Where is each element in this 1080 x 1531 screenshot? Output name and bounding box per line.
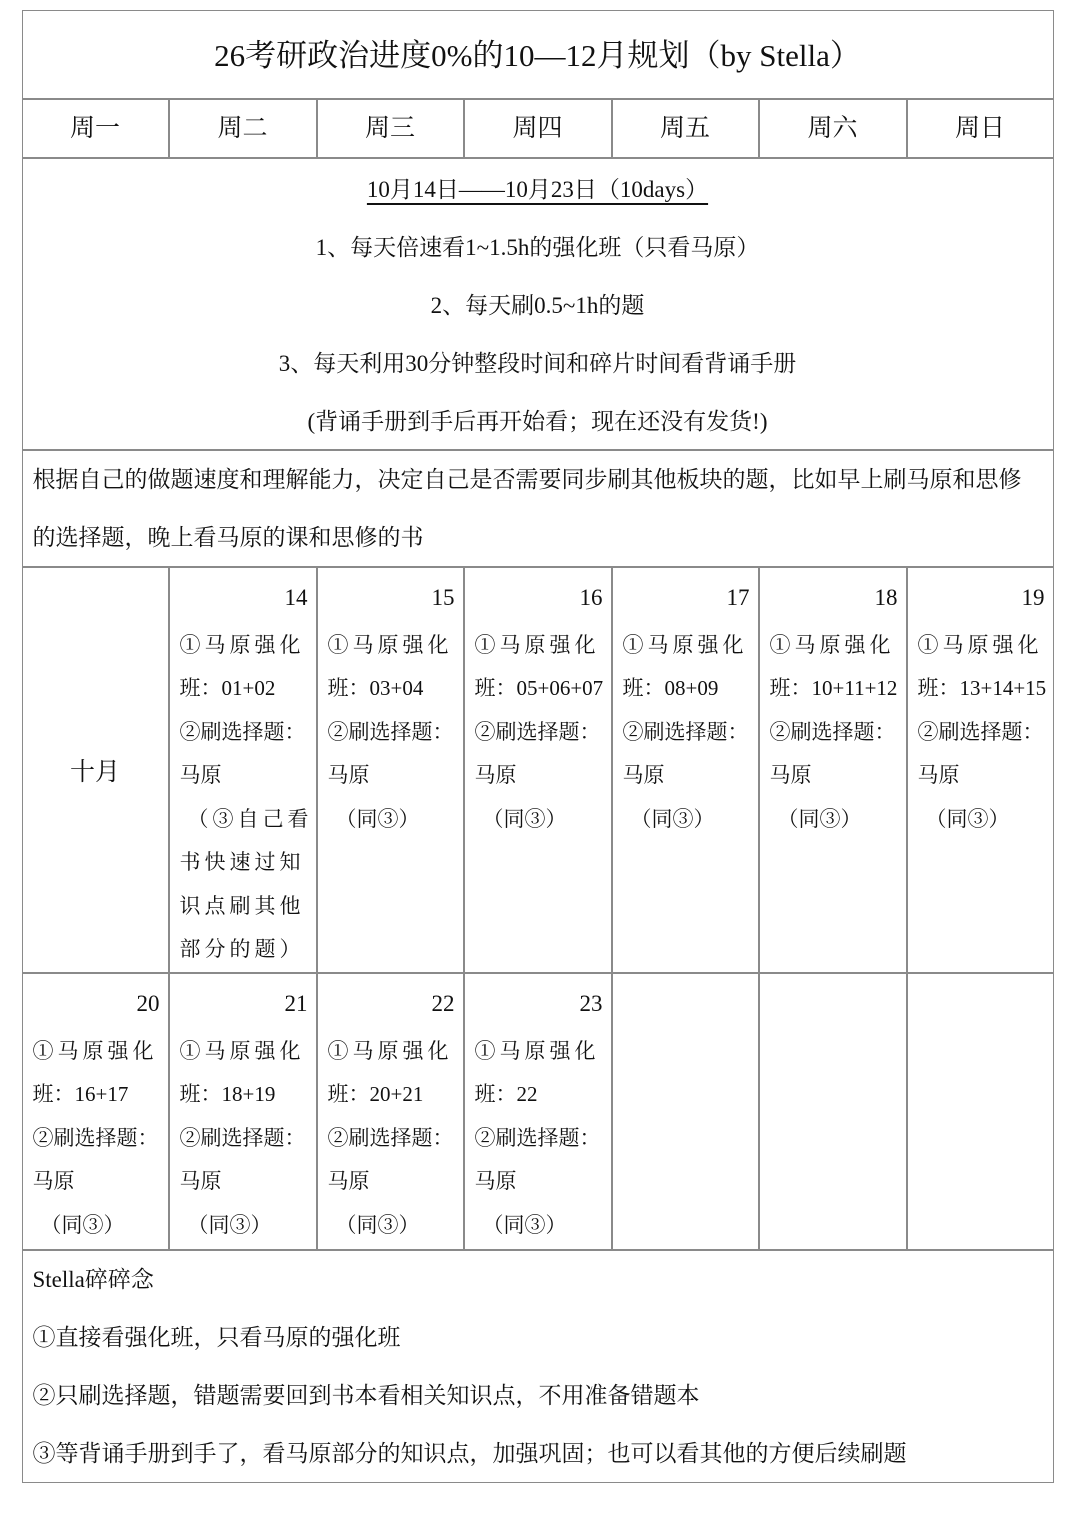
day-number: 21 (284, 990, 308, 1016)
task-line: （同③） (335, 1212, 420, 1237)
task-line: 马原 (917, 763, 960, 787)
day-cell (169, 567, 317, 973)
task-line: 书快速过知 (179, 850, 305, 874)
task-line: （同③） (630, 806, 715, 831)
task-line: ①马原强化 (327, 1038, 453, 1063)
plan-item: (背诵手册到手后再开始看；现在还没有发货!) (307, 408, 768, 434)
task-line: ②刷选择题： (622, 719, 749, 744)
day-cell (612, 567, 759, 973)
page-title: 26考研政治进度0%的10—12月规划（by Stella） (22, 10, 1054, 99)
empty-day-cell (759, 973, 907, 1250)
footer-item: ③等背诵手册到手了，看马原部分的知识点，加强巩固；也可以看其他的方便后续刷题 (32, 1440, 907, 1466)
task-line: ①马原强化 (917, 632, 1043, 657)
day-cell (22, 973, 169, 1250)
task-line: ①马原强化 (32, 1038, 158, 1063)
day-cell (907, 567, 1054, 973)
task-line: 马原 (327, 1169, 370, 1193)
plan-summary (22, 158, 1054, 450)
day-cell (317, 973, 464, 1250)
task-line: （同③） (925, 806, 1010, 831)
task-line: （同③） (187, 1212, 272, 1237)
empty-day-cell (907, 973, 1054, 1250)
day-cell (169, 973, 317, 1250)
task-line: 马原 (474, 1169, 517, 1193)
task-line: 部分的题） (179, 937, 305, 961)
task-line: 班：08+09 (622, 676, 719, 700)
task-line: ②刷选择题： (474, 1125, 601, 1150)
task-line: ①马原强化 (179, 1038, 305, 1063)
day-number: 19 (1021, 584, 1045, 610)
task-line: ①马原强化 (474, 1038, 600, 1063)
day-number: 15 (431, 584, 455, 610)
day-cell (464, 567, 612, 973)
day-number: 16 (579, 584, 603, 610)
task-line: ②刷选择题： (179, 719, 306, 744)
plan-item: 2、每天刷0.5~1h的题 (430, 292, 645, 318)
task-line: 班：22 (474, 1082, 538, 1106)
weekday-header: 周日 (907, 99, 1054, 158)
plan-item: 3、每天利用30分钟整段时间和碎片时间看背诵手册 (278, 350, 797, 376)
task-line: 马原 (179, 763, 222, 787)
task-line: ①马原强化 (474, 632, 600, 657)
task-line: 班：01+02 (179, 676, 276, 700)
day-number: 20 (136, 990, 160, 1016)
study-note: 根据自己的做题速度和理解能力，决定自己是否需要同步刷其他板块的题，比如早上刷马原和思修的选择题，晚上看马原的课和思修的书 (22, 450, 1054, 567)
weekday-header: 周六 (759, 99, 907, 158)
task-line: 班：20+21 (327, 1082, 424, 1106)
footer-notes (22, 1250, 1054, 1483)
task-line: （同③） (482, 1212, 567, 1237)
task-line: （同③） (40, 1212, 125, 1237)
task-line: ②刷选择题： (32, 1125, 159, 1150)
empty-day-cell (612, 973, 759, 1250)
footer-item: ①直接看强化班，只看马原的强化班 (32, 1324, 401, 1350)
day-number: 17 (726, 584, 750, 610)
footer-item: ②只刷选择题，错题需要回到书本看相关知识点，不用准备错题本 (32, 1382, 700, 1408)
weekday-header: 周二 (169, 99, 317, 158)
task-line: 班：16+17 (32, 1082, 129, 1106)
task-line: （③自己看 (187, 806, 313, 831)
day-cell (759, 567, 907, 973)
task-line: 马原 (179, 1169, 222, 1193)
plan-range (23, 161, 1053, 219)
task-line: 马原 (474, 763, 517, 787)
plan-range-text: 10月14日——10月23日（10days） (366, 176, 709, 202)
weekday-header: 周四 (464, 99, 612, 158)
day-number: 18 (874, 584, 898, 610)
task-line: （同③） (482, 806, 567, 831)
day-number: 23 (579, 990, 603, 1016)
task-line: 识点刷其他 (179, 893, 305, 918)
task-line: ①马原强化 (622, 632, 748, 657)
task-line: ②刷选择题： (179, 1125, 306, 1150)
task-line: ②刷选择题： (327, 719, 454, 744)
weekday-header: 周一 (22, 99, 169, 158)
task-line: 马原 (327, 763, 370, 787)
footer-heading: Stella碎碎念 (32, 1266, 154, 1292)
task-line: 班：10+11+12 (769, 676, 898, 700)
task-line: ②刷选择题： (769, 719, 896, 744)
task-line: 班：03+04 (327, 676, 424, 700)
month-label: 十月 (22, 567, 169, 973)
task-line: 马原 (622, 763, 665, 787)
task-line: （同③） (335, 806, 420, 831)
day-cell (317, 567, 464, 973)
task-line: 班：18+19 (179, 1082, 276, 1106)
task-line: 班：05+06+07 (474, 676, 604, 700)
task-line: ②刷选择题： (474, 719, 601, 744)
task-line: ①马原强化 (179, 632, 305, 657)
task-line: （同③） (777, 806, 862, 831)
weekday-header: 周三 (317, 99, 464, 158)
task-line: ①马原强化 (327, 632, 453, 657)
task-line: ①马原强化 (769, 632, 895, 657)
task-line: 班：13+14+15 (917, 676, 1047, 700)
task-line: 马原 (769, 763, 812, 787)
task-line: 马原 (32, 1169, 75, 1193)
day-number: 22 (431, 990, 455, 1016)
weekday-header: 周五 (612, 99, 759, 158)
task-line: ②刷选择题： (327, 1125, 454, 1150)
plan-item: 1、每天倍速看1~1.5h的强化班（只看马原） (315, 234, 760, 260)
day-number: 14 (284, 584, 308, 610)
task-line: ②刷选择题： (917, 719, 1044, 744)
day-cell (464, 973, 612, 1250)
